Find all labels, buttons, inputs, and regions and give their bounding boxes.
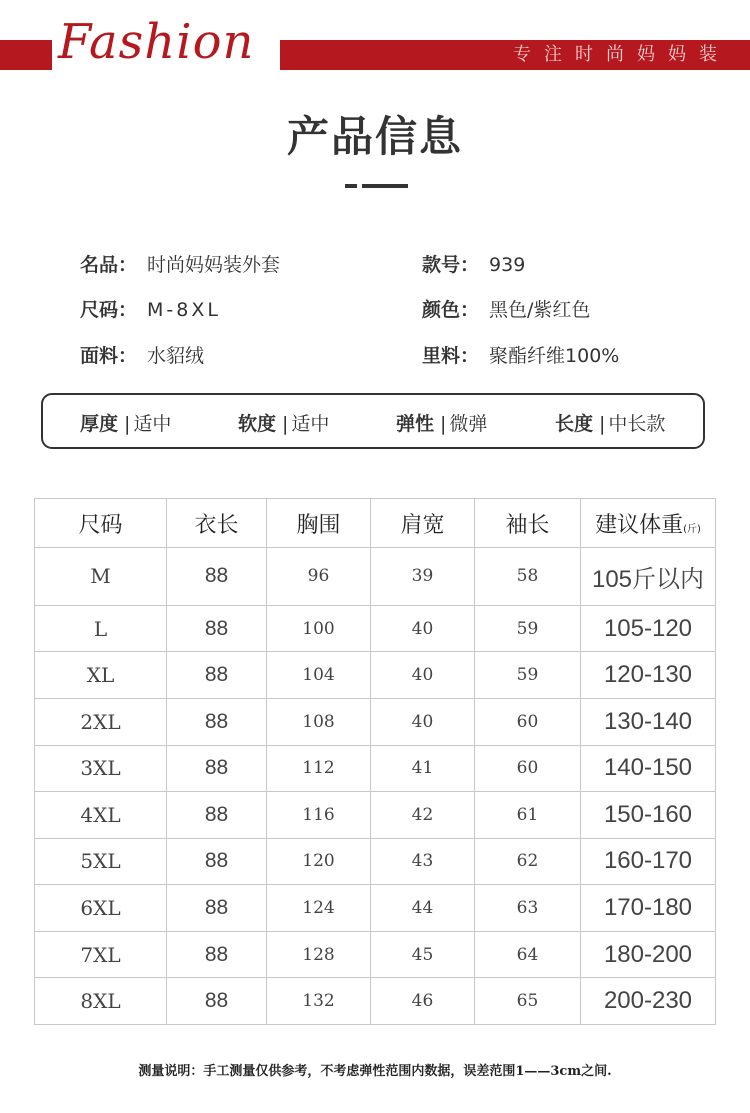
table-cell: XL <box>35 652 167 699</box>
info-label: 颜色： <box>422 299 480 321</box>
table-row <box>35 548 716 606</box>
table-cell: 62 <box>475 838 581 885</box>
table-row <box>35 931 716 978</box>
attr-thickness: 厚度 | 适中 <box>80 413 172 435</box>
info-label: 里料： <box>422 345 480 367</box>
info-label: 名品： <box>80 254 138 276</box>
info-name <box>80 250 280 277</box>
table-cell: 150-160 <box>581 792 716 839</box>
table-cell: M <box>35 548 167 606</box>
table-row <box>35 605 716 652</box>
info-value: 黑色/紫红色 <box>489 299 591 321</box>
table-cell: 40 <box>371 652 475 699</box>
table-cell: 108 <box>267 698 371 745</box>
table-cell: 105-120 <box>581 605 716 652</box>
table-cell: 44 <box>371 885 475 932</box>
table-cell: 41 <box>371 745 475 792</box>
page-title: 产品信息 <box>286 112 463 161</box>
table-cell: 40 <box>371 698 475 745</box>
table-cell: 132 <box>267 978 371 1025</box>
table-cell: 200-230 <box>581 978 716 1025</box>
header-banner <box>0 0 750 90</box>
table-cell: 112 <box>267 745 371 792</box>
attr-label: 弹性 <box>396 413 435 435</box>
info-style-number <box>422 250 525 277</box>
table-cell: 88 <box>167 652 267 699</box>
info-label: 款号： <box>422 254 480 276</box>
weight-unit: (斤) <box>683 523 701 535</box>
table-cell: 104 <box>267 652 371 699</box>
info-size <box>80 295 221 322</box>
table-cell: 2XL <box>35 698 167 745</box>
size-table <box>34 498 716 1025</box>
attr-label: 软度 <box>238 413 277 435</box>
table-cell: 5XL <box>35 838 167 885</box>
table-cell: 130-140 <box>581 698 716 745</box>
title-divider-short <box>345 184 357 188</box>
info-value: 水貂绒 <box>147 345 205 367</box>
table-row <box>35 838 716 885</box>
table-cell: 42 <box>371 792 475 839</box>
table-cell: 7XL <box>35 931 167 978</box>
table-cell: 88 <box>167 548 267 606</box>
table-cell: 45 <box>371 931 475 978</box>
banner-bar-left <box>0 40 52 70</box>
table-cell: 3XL <box>35 745 167 792</box>
table-cell: 88 <box>167 792 267 839</box>
header-cell: 尺码 <box>35 499 167 548</box>
table-cell: 40 <box>371 605 475 652</box>
table-cell: 39 <box>371 548 475 606</box>
table-cell: 140-150 <box>581 745 716 792</box>
header-cell: 衣长 <box>167 499 267 548</box>
table-cell: 120 <box>267 838 371 885</box>
info-label: 面料： <box>80 345 138 367</box>
table-cell: 88 <box>167 931 267 978</box>
info-color <box>422 295 590 322</box>
table-cell: 170-180 <box>581 885 716 932</box>
weight-header-label: 建议体重 <box>595 512 684 538</box>
table-cell: 65 <box>475 978 581 1025</box>
attr-label: 厚度 <box>80 413 119 435</box>
table-cell: 60 <box>475 745 581 792</box>
table-cell: 116 <box>267 792 371 839</box>
table-cell: 61 <box>475 792 581 839</box>
attr-label: 长度 <box>555 413 594 435</box>
table-cell: 124 <box>267 885 371 932</box>
attr-softness: 软度 | 适中 <box>238 413 330 435</box>
table-cell: 64 <box>475 931 581 978</box>
attr-value: 微弹 <box>449 413 488 435</box>
info-label: 尺码： <box>80 299 138 321</box>
table-cell: 4XL <box>35 792 167 839</box>
table-cell: 63 <box>475 885 581 932</box>
table-cell: 88 <box>167 885 267 932</box>
info-value: M-8XL <box>147 299 221 321</box>
table-cell: 59 <box>475 652 581 699</box>
table-cell: 88 <box>167 698 267 745</box>
table-row <box>35 745 716 792</box>
table-cell: 180-200 <box>581 931 716 978</box>
attr-value: 适中 <box>291 413 330 435</box>
table-cell: 60 <box>475 698 581 745</box>
table-row <box>35 652 716 699</box>
table-cell: 6XL <box>35 885 167 932</box>
header-cell: 胸围 <box>267 499 371 548</box>
table-cell: 88 <box>167 838 267 885</box>
table-cell: 46 <box>371 978 475 1025</box>
table-cell: L <box>35 605 167 652</box>
info-value: 聚酯纤维100% <box>489 345 620 367</box>
table-cell: 96 <box>267 548 371 606</box>
table-cell: 88 <box>167 978 267 1025</box>
info-value: 939 <box>489 254 526 276</box>
table-cell: 160-170 <box>581 838 716 885</box>
attr-elasticity: 弹性 | 微弹 <box>396 413 488 435</box>
table-row <box>35 885 716 932</box>
attr-value: 中长款 <box>608 413 666 435</box>
measurement-note: 测量说明：手工测量仅供参考，不考虑弹性范围内数据，误差范围1——3cm之间. <box>138 1064 612 1079</box>
table-cell: 128 <box>267 931 371 978</box>
title-divider-long <box>362 184 408 188</box>
table-row <box>35 792 716 839</box>
banner-slogan: 专注时尚妈妈装 <box>513 44 730 65</box>
table-cell: 43 <box>371 838 475 885</box>
table-cell: 88 <box>167 745 267 792</box>
table-cell: 8XL <box>35 978 167 1025</box>
header-cell: 袖长 <box>475 499 581 548</box>
table-cell: 105斤以内 <box>581 548 716 606</box>
table-cell: 100 <box>267 605 371 652</box>
brand-logo: Fashion <box>58 14 255 70</box>
size-table-header <box>35 499 716 548</box>
table-cell: 88 <box>167 605 267 652</box>
info-lining <box>422 341 619 368</box>
info-fabric <box>80 341 204 368</box>
attr-value: 适中 <box>133 413 172 435</box>
header-cell: 肩宽 <box>371 499 475 548</box>
table-cell: 59 <box>475 605 581 652</box>
table-row <box>35 698 716 745</box>
info-value: 时尚妈妈装外套 <box>147 254 281 276</box>
header-cell-weight <box>581 499 716 548</box>
table-cell: 120-130 <box>581 652 716 699</box>
table-cell: 58 <box>475 548 581 606</box>
attr-length: 长度 | 中长款 <box>555 413 666 435</box>
table-row <box>35 978 716 1025</box>
size-table-body <box>35 548 716 1025</box>
